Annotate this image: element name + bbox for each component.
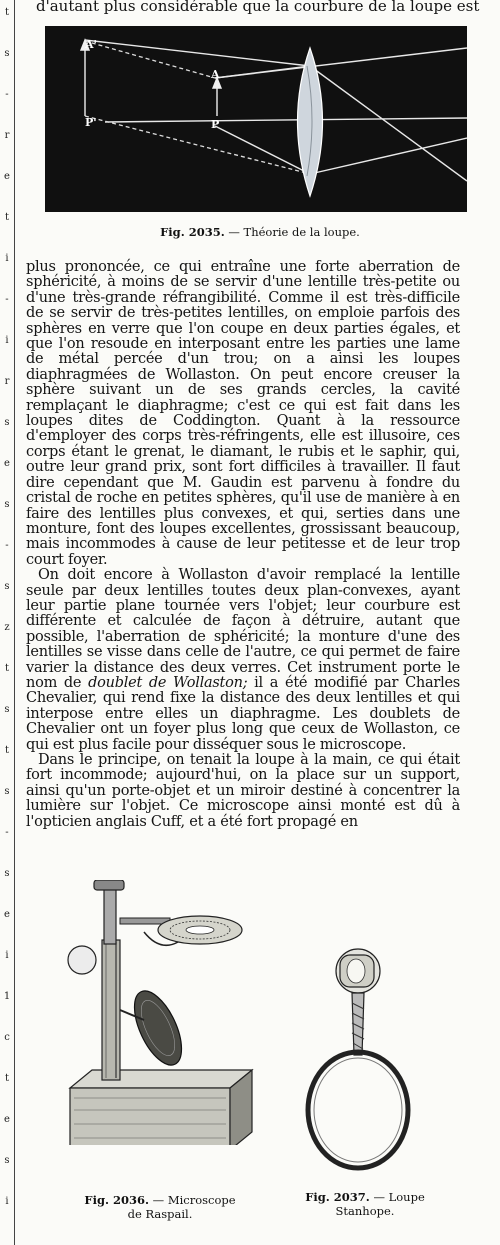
margin-fragment: s <box>4 499 10 510</box>
margin-fragment: z <box>4 622 10 633</box>
figure-2036-title-line2: de Raspail. <box>127 1207 193 1221</box>
figure-2037-stanhope-loupe <box>300 945 430 1185</box>
figure-2035-lens-theory <box>45 26 467 212</box>
figure-2037-title: — Loupe <box>373 1190 425 1204</box>
microscope-base-box <box>70 1088 230 1145</box>
microscope-mirror <box>125 984 191 1072</box>
margin-fragment: 1 <box>3 991 11 1002</box>
margin-fragment: - <box>5 540 9 551</box>
label-a-prime: A' <box>85 38 97 51</box>
figure-2037-title-line2: Stanhope. <box>335 1204 395 1218</box>
margin-fragment: s <box>4 48 10 59</box>
margin-fragment: t <box>4 663 10 674</box>
paragraph-3: Dans le principe, on tenait la loupe à la main, ce qui était fort incommode; aujourd'hui, on la place sur un support, ainsi qu'un porte-objet et un miroir destiné à concentrer la lumière sur l'objet. Ce microscope ainsi monté est dû à l'opticien anglais Cuff, et a été fort propagé en <box>26 752 460 830</box>
loupe-ring <box>308 1052 408 1168</box>
margin-fragment: i <box>5 253 9 264</box>
figure-2037-caption <box>285 1190 445 1218</box>
margin-fragment: - <box>5 89 9 100</box>
margin-fragment: s <box>4 786 10 797</box>
paragraph-2 <box>26 568 460 753</box>
body-text <box>26 260 460 830</box>
figure-2035-title: — Théorie de la loupe. <box>228 225 360 239</box>
margin-fragment: i <box>5 950 9 961</box>
margin-fragment: e <box>4 909 10 920</box>
margin-fragment: - <box>5 827 9 838</box>
margin-fragment: t <box>4 212 10 223</box>
margin-fragment: s <box>4 417 10 428</box>
margin-fragment: t <box>4 745 10 756</box>
margin-fragment: s <box>4 1155 10 1166</box>
margin-fragment: s <box>4 581 10 592</box>
margin-fragment: c <box>4 1032 10 1043</box>
figure-2035-caption <box>60 225 460 239</box>
label-a: A <box>211 68 220 81</box>
margin-fragment: s <box>4 868 10 879</box>
paragraph-2-text-b: il a été modifié par Charles Chevalier, qui rend fixe la distance des deux lentilles et qui interpose entre elles un diaphragme. Les doublets de Chevalier ont un foyer plus long que ceux de Wollaston, ce qui est plus facile pour disséquer sous le microscope. <box>26 674 460 753</box>
microscope-pillar <box>102 940 120 1080</box>
margin-fragment: - <box>5 294 9 305</box>
label-p: P <box>211 118 220 131</box>
paragraph-2-text-a: On doit encore à Wollaston d'avoir remplacé la lentille seule par deux lentilles toutes deux plan-convexes, ayant leur partie plane tournée vers l'objet; leur courbure est différente et calculée de façon à détruire, autant que possible, l'aberration de sphéricité; la monture d'une des lentilles se visse dans celle de l'autre, ce qui permet de faire varier la distance des deux verres. Cet instrument porte le nom de <box>26 567 460 691</box>
margin-fragment: i <box>5 335 9 346</box>
focus-knob <box>68 946 96 974</box>
margin-fragment: t <box>4 1073 10 1084</box>
margin-fragment: t <box>4 7 10 18</box>
margin-fragment: e <box>4 458 10 469</box>
figure-2036-raspail-microscope <box>40 880 270 1145</box>
top-line-text: d'autant plus considérable que la courbure de la loupe est <box>36 0 480 15</box>
label-p-prime: P' <box>85 116 97 129</box>
paragraph-1: plus prononcée, ce qui entraîne une forte aberration de sphéricité, à moins de se servir d'une lentille très-petite ou d'une très-grande réfrangibilité. Comme il est très-difficile de se servir de très-petites lentilles, on emploie parfois des sphères en verre que l'on coupe en deux parties égales, et que l'on resoude en interposant entre les parties une lame de métal percée d'un trou; on a ainsi les loupes diaphragmées de Wollaston. On peut encore creuser la sphère suivant un de ses grands cercles, la cavité remplaçant le diaphragme; c'est ce qui est fait dans les loupes dites de Coddington. Quant à la ressource d'employer des corps très-réfringents, elle est illusoire, ces corps étant le grenat, le diamant, le rubis et le saphir, qui, outre leur grand prix, sont fort difficiles à travailler. Il faut dire cependant que M. Gaudin est parvenu à fondre du cristal de roche en petites sphères, qu'il use de manière à en faire des lentilles plus convexes, et qui, serties dans une monture, font des loupes excellentes, grossissant beaucoup, mais incommodes à cause de leur petitesse et de leur trop court foyer. <box>26 259 460 568</box>
figure-2037-number: Fig. 2037. <box>305 1190 370 1204</box>
figure-2036-caption <box>60 1193 260 1221</box>
margin-fragment: e <box>4 171 10 182</box>
margin-fragment: i <box>5 1196 9 1207</box>
figure-2036-number: Fig. 2036. <box>84 1193 150 1207</box>
paragraph-2-italic: doublet de Wollaston; <box>88 674 248 691</box>
margin-fragment: r <box>4 376 10 387</box>
margin-fragment: e <box>4 1114 10 1125</box>
margin-fragment: s <box>4 704 10 715</box>
margin-fragment: r <box>4 130 10 141</box>
figure-2036-title: — Microscope <box>152 1193 236 1207</box>
figure-2035-number: Fig. 2035. <box>160 225 225 239</box>
